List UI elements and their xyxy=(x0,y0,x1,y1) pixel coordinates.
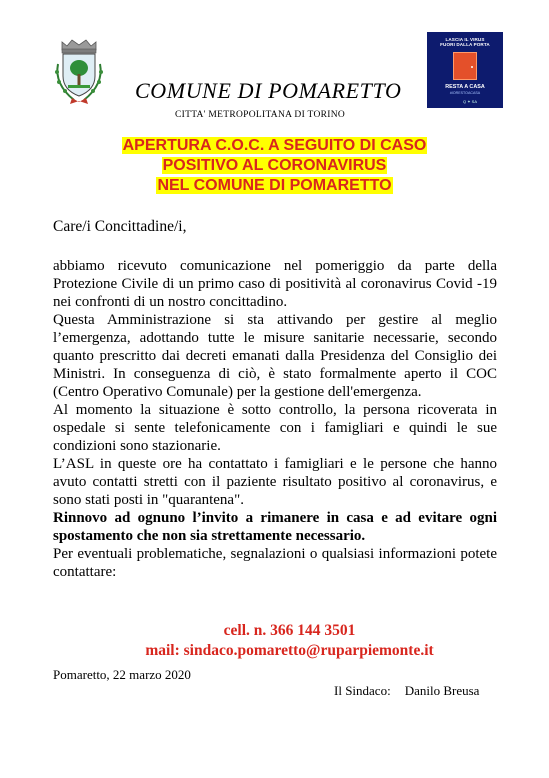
signature-name: Danilo Breusa xyxy=(404,683,480,698)
contact-phone: cell. n. 366 144 3501 xyxy=(223,622,356,639)
paragraph-4: L’ASL in queste ore ha contattato i famigliari e le persone che hanno avuto contatti stretti con il paziente risultato positivo al coronavirus, e sono stati posti in "quarantena". xyxy=(53,456,497,508)
greeting: Care/i Concittadine/i, xyxy=(53,218,187,235)
stay-home-poster xyxy=(427,32,503,108)
contact-block xyxy=(0,621,549,661)
poster-slogan: RESTA A CASA xyxy=(445,84,485,90)
letter-body xyxy=(53,257,497,581)
document-date: Pomaretto, 22 marzo 2020 xyxy=(53,667,191,682)
paragraph-5-appeal: Rinnovo ad ognuno l’invito a rimanere in casa e ad evitare ogni spostamento che non sia strettamente necessario. xyxy=(53,510,497,544)
page-title: COMUNE DI POMARETTO xyxy=(135,78,402,103)
headline-line-1: APERTURA C.O.C. A SEGUITO DI CASO xyxy=(122,137,427,154)
door-icon xyxy=(453,52,477,80)
paragraph-6: Per eventuali problematiche, segnalazioni o qualsiasi informazioni potete contattare: xyxy=(53,546,497,580)
headline-line-3: NEL COMUNE DI POMARETTO xyxy=(157,177,392,194)
signature xyxy=(334,683,479,699)
page-subtitle: CITTA' METROPOLITANA DI TORINO xyxy=(175,110,346,120)
headline-line-2: POSITIVO AL CORONAVIRUS xyxy=(162,157,387,174)
headline xyxy=(0,136,549,196)
paragraph-1: abbiamo ricevuto comunicazione nel pomeriggio da parte della Protezione Civile di un primo caso di positività al coronavirus Covid -19 nei confronti di un nostro concittadino. xyxy=(53,258,497,310)
poster-hashtag: #IORESTOACASA xyxy=(449,91,481,95)
contact-mail: mail: sindaco.pomaretto@ruparpiemonte.it xyxy=(145,642,434,659)
paragraph-3: Al momento la situazione è sotto controllo, la persona ricoverata in ospedale si sente telefonicamente con i famigliari e quindi le sue condizioni sono stazionarie. xyxy=(53,402,497,454)
paragraph-2: Questa Amministrazione si sta attivando per gestire al meglio l’emergenza, adottando tutte le misure sanitarie necessarie, secondo quanto prescritto dai decreti emanati dalla Presidenza del Consiglio dei Ministri. In conseguenza di ciò, è stato formalmente aperto il COC (Centro Operativo Comunale) per la gestione dell'emergenza. xyxy=(53,312,497,400)
signature-label: Il Sindaco: xyxy=(334,683,391,698)
municipal-crest-icon xyxy=(50,36,108,106)
poster-logos: Q ✦ SA xyxy=(463,99,478,104)
poster-top-text: LASCIA IL VIRUS FUORI DALLA PORTA xyxy=(440,37,490,48)
